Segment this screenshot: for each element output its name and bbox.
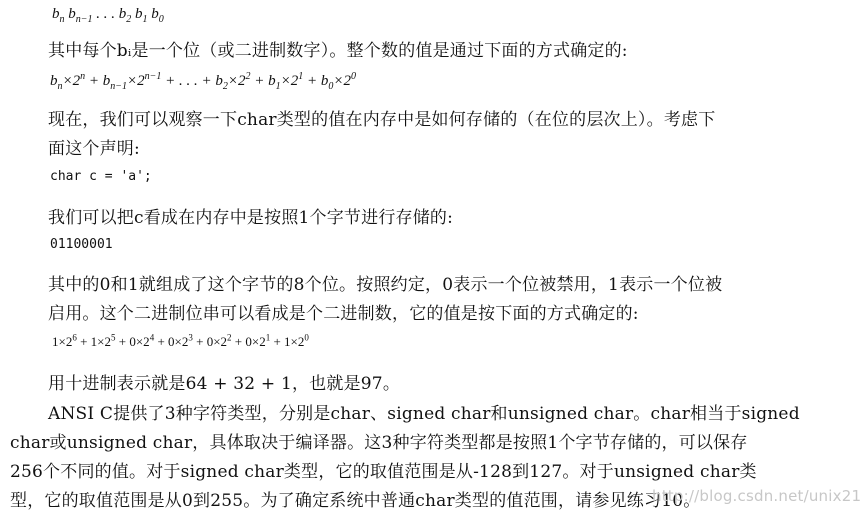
paragraph-1: 其中每个bᵢ是一个位（或二进制数字）。整个数的值是通过下面的方式确定的:	[48, 41, 628, 61]
paragraph-6-line-3: 256个不同的值。对于signed char类型，它的取值范围是从-128到127。对于unsigned char类	[10, 462, 757, 482]
bit-sequence-formula: $b_n$ $b_{n-1}$ . . . $b_2$ $b_1$ $b_0$	[52, 6, 164, 25]
paragraph-6-line-4: 型，它的取值范围是从0到255。为了确定系统中普通char类型的值范围，请参见练习10。	[10, 491, 701, 511]
paragraph-4-line-1: 其中的0和1就组成了这个字节的8个位。按照约定，0表示一个位被禁用，1表示一个位被	[48, 275, 723, 295]
paragraph-3: 我们可以把c看成在内存中是按照1个字节进行存储的:	[48, 208, 454, 228]
binary-expansion-formula: $1\times 2^6 + 1\times 2^5 + 0\times 2^4 + 0\times 2^3 + 0\times 2^2 + 0\times 2^1 + 1\times 2^0$	[52, 332, 309, 349]
paragraph-6-line-1: ANSI C提供了3种字符类型，分别是char、signed char和unsigned char。char相当于signed	[48, 404, 800, 424]
binary-value-formula: $b_n\times 2^n + b_{n-1}\times 2^{n-1}$ + . . . + $b_2\times 2^2 + b_1\times 2^1 + b_0\times 2^0$	[50, 71, 356, 92]
paragraph-4-line-2: 启用。这个二进制位串可以看成是个二进制数，它的值是按下面的方式确定的:	[48, 304, 639, 324]
paragraph-2-line-1: 现在，我们可以观察一下char类型的值在内存中是如何存储的（在位的层次上）。考虑下	[48, 110, 716, 130]
watermark-text: http://blog.csdn.net/unix21	[652, 487, 861, 505]
code-declaration: char c = 'a';	[50, 169, 152, 184]
paragraph-2-line-2: 面这个声明:	[48, 139, 140, 159]
paragraph-5: 用十进制表示就是64 + 32 + 1，也就是97。	[48, 374, 401, 394]
paragraph-6-line-2: char或unsigned char，具体取决于编译器。这3种字符类型都是按照1个字节存储的，可以保存	[10, 433, 748, 453]
binary-bits: 01100001	[50, 237, 113, 252]
